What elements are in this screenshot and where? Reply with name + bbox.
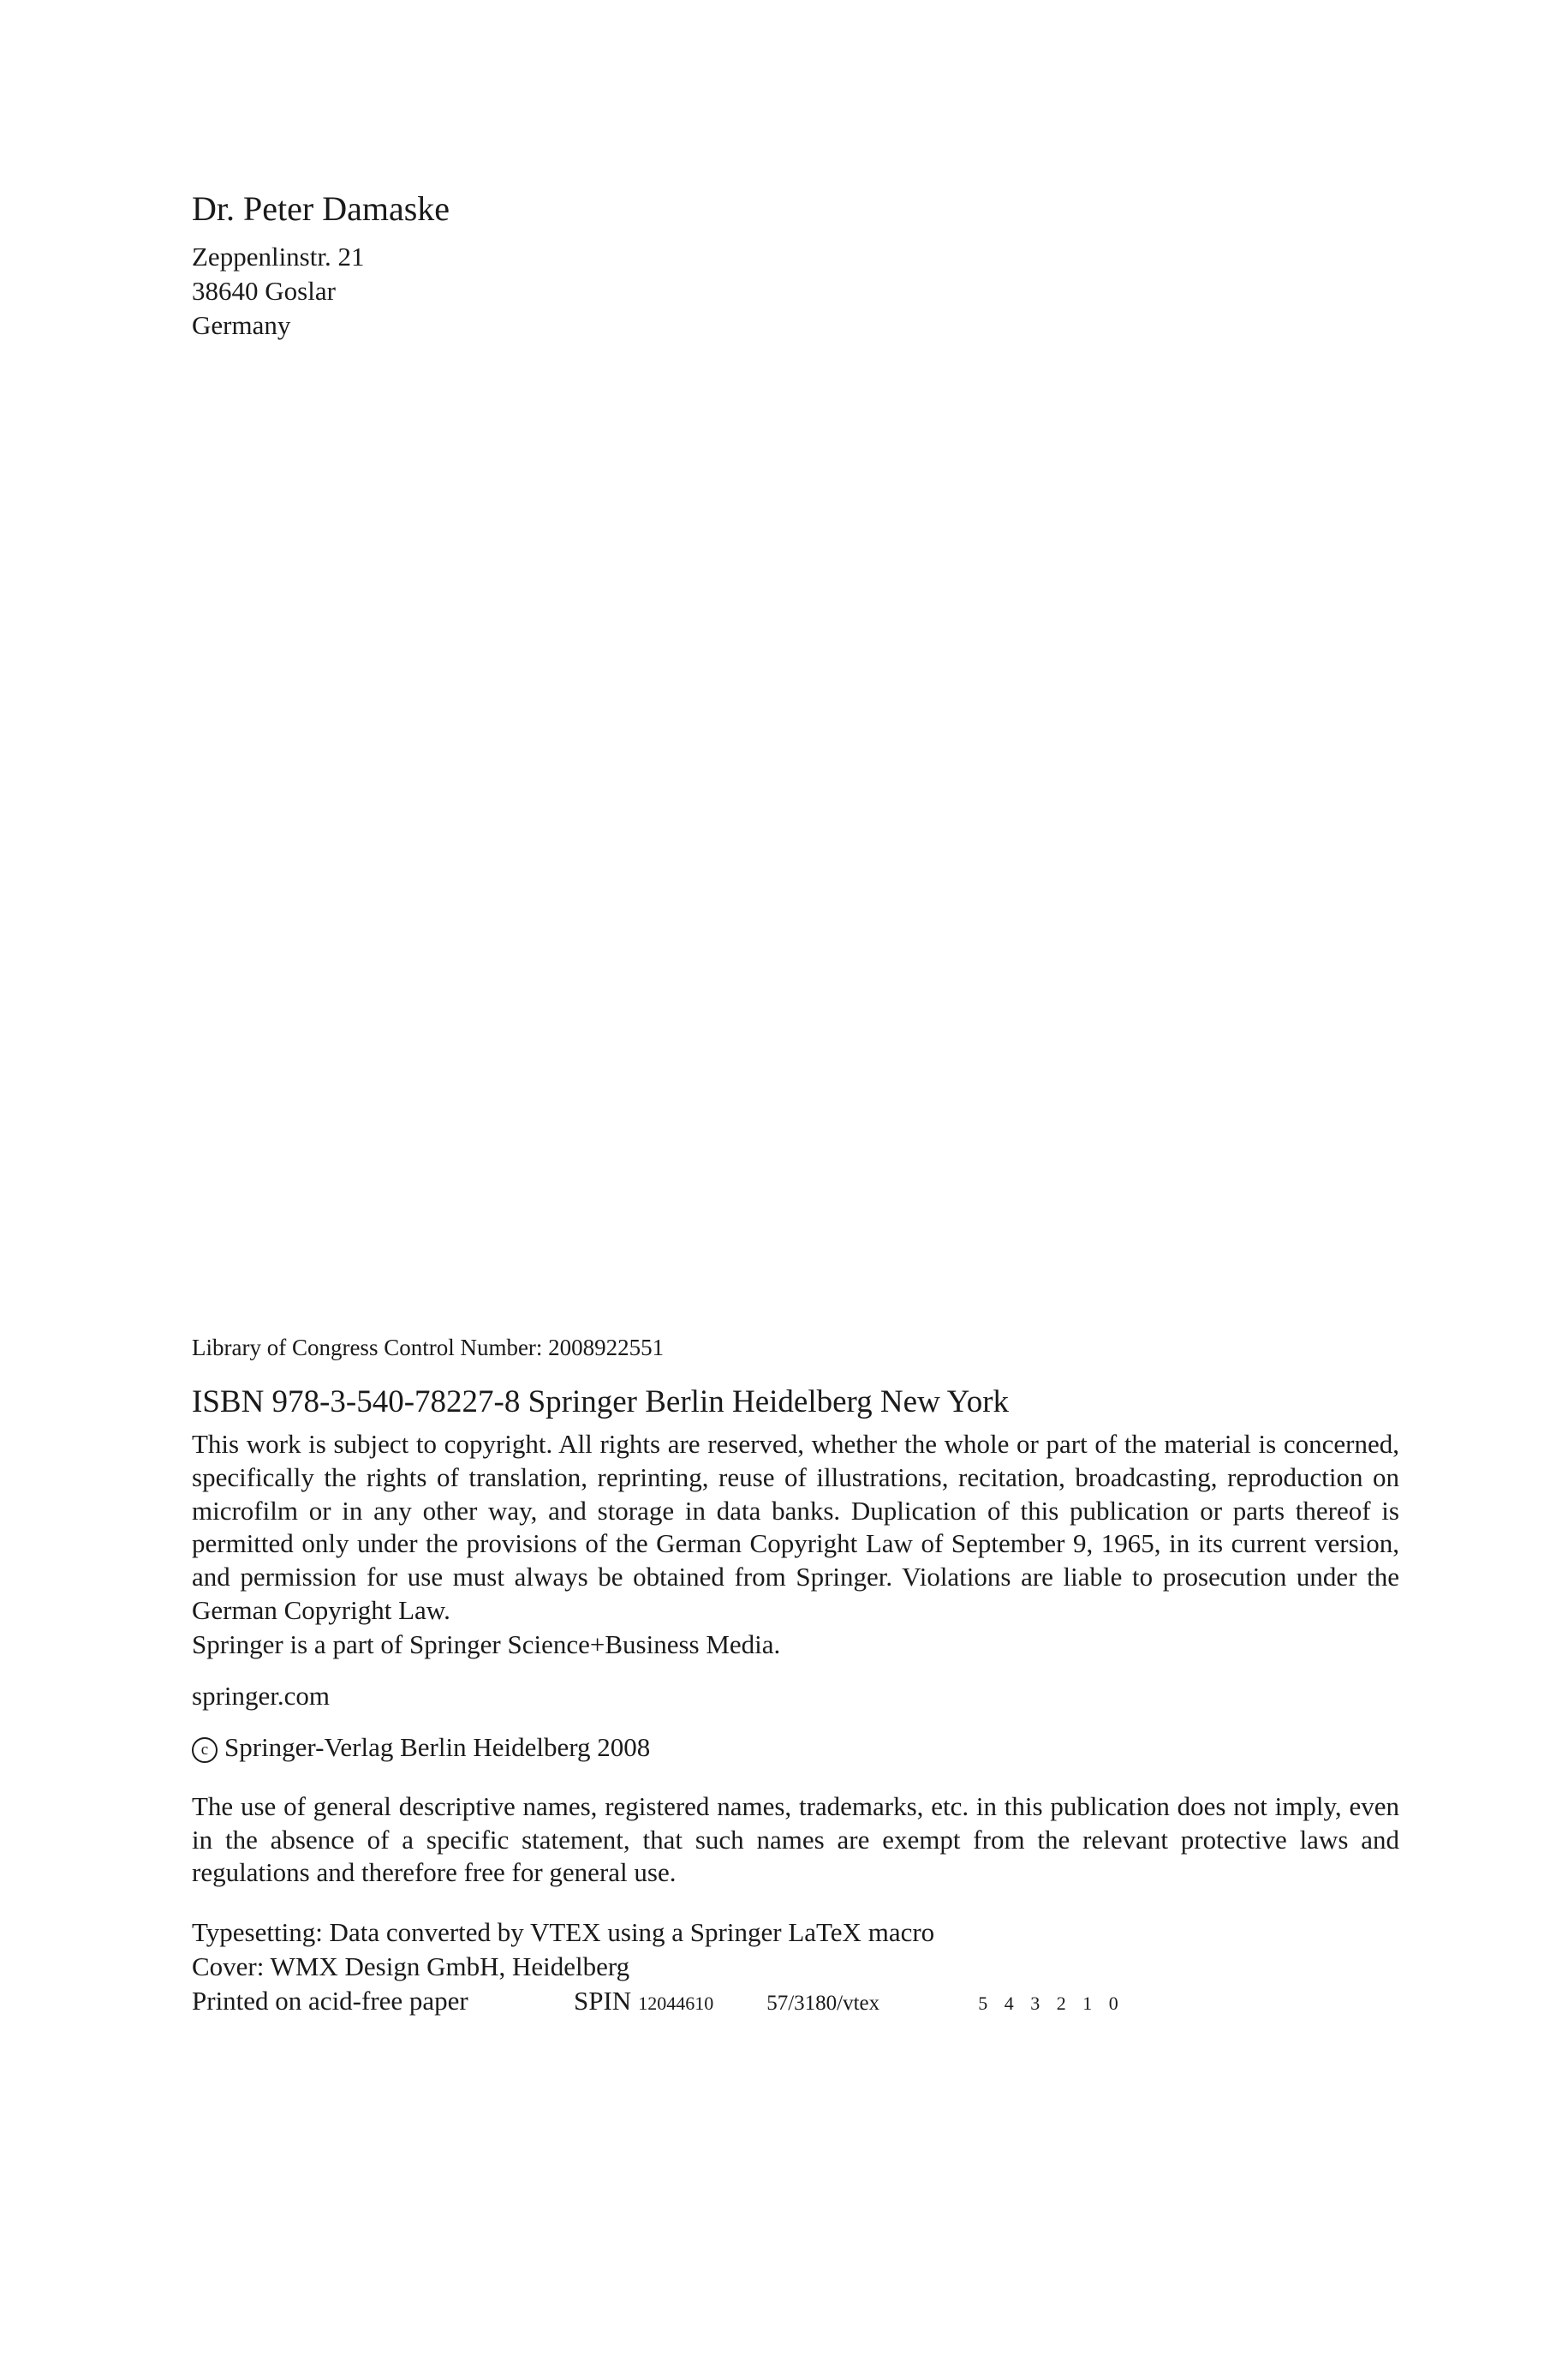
publisher-website: springer.com bbox=[192, 1680, 330, 1711]
copyright-notice: This work is subject to copyright. All rights are reserved, whether the whole or part of the material is concerned, specifically the rights of translation, reprinting, reuse of illustrations, recitation, broadcasting, reproduction on microfilm or in any other way, and storage in data banks. Duplication of this publication or parts thereof is permitted only under the provisions of the German Copyright Law of September 9, 1965, in its current version, and permission for use must always be obtained from Springer. Violations are liable to prosecution under the German Copyright Law. bbox=[192, 1429, 1399, 1625]
address-street: Zeppenlinstr. 21 bbox=[192, 242, 365, 272]
typesetting-line bbox=[192, 1915, 1399, 1950]
spin-number: 12044610 bbox=[638, 1993, 714, 2015]
isbn: ISBN 978-3-540-78227-8 Springer Berlin Heidelberg New York bbox=[192, 1384, 1010, 1419]
copyright-page-block bbox=[192, 1332, 1399, 2021]
cover-credit: Cover: WMX Design GmbH, Heidelberg bbox=[192, 1951, 630, 1982]
latex-logo: LaTeX bbox=[788, 1917, 862, 1948]
copyright-icon: c bbox=[192, 1737, 218, 1763]
printed-paper: Printed on acid-free paper bbox=[192, 1986, 468, 2017]
production-code: 57/3180/vtex bbox=[766, 1992, 880, 2016]
lccn: Library of Congress Control Number: 2008922551 bbox=[192, 1335, 665, 1360]
trademark-notice: The use of general descriptive names, registered names, trademarks, etc. in this publication does not imply, even in the absence of a specific statement, that such names are exempt from the relevant protective laws and regulations and therefore free for general use. bbox=[192, 1790, 1399, 1888]
print-run: 5 4 3 2 1 0 bbox=[978, 1993, 1124, 2015]
spin-label: SPIN bbox=[574, 1986, 632, 2017]
author-name: Dr. Peter Damaske bbox=[192, 189, 450, 228]
typesetting-suffix: macro bbox=[861, 1917, 935, 1948]
copyright-line bbox=[192, 1730, 1399, 1765]
springer-part-statement: Springer is a part of Springer Science+Business Media. bbox=[192, 1628, 781, 1659]
address-city: 38640 Goslar bbox=[192, 276, 336, 306]
typesetting-prefix: Typesetting: Data converted by VTEX using a Springer bbox=[192, 1917, 789, 1948]
author-block bbox=[192, 187, 1399, 343]
copyright-holder: Springer-Verlag Berlin Heidelberg 2008 bbox=[224, 1731, 651, 1762]
printing-info bbox=[192, 1984, 1399, 2021]
address-country: Germany bbox=[192, 310, 291, 340]
